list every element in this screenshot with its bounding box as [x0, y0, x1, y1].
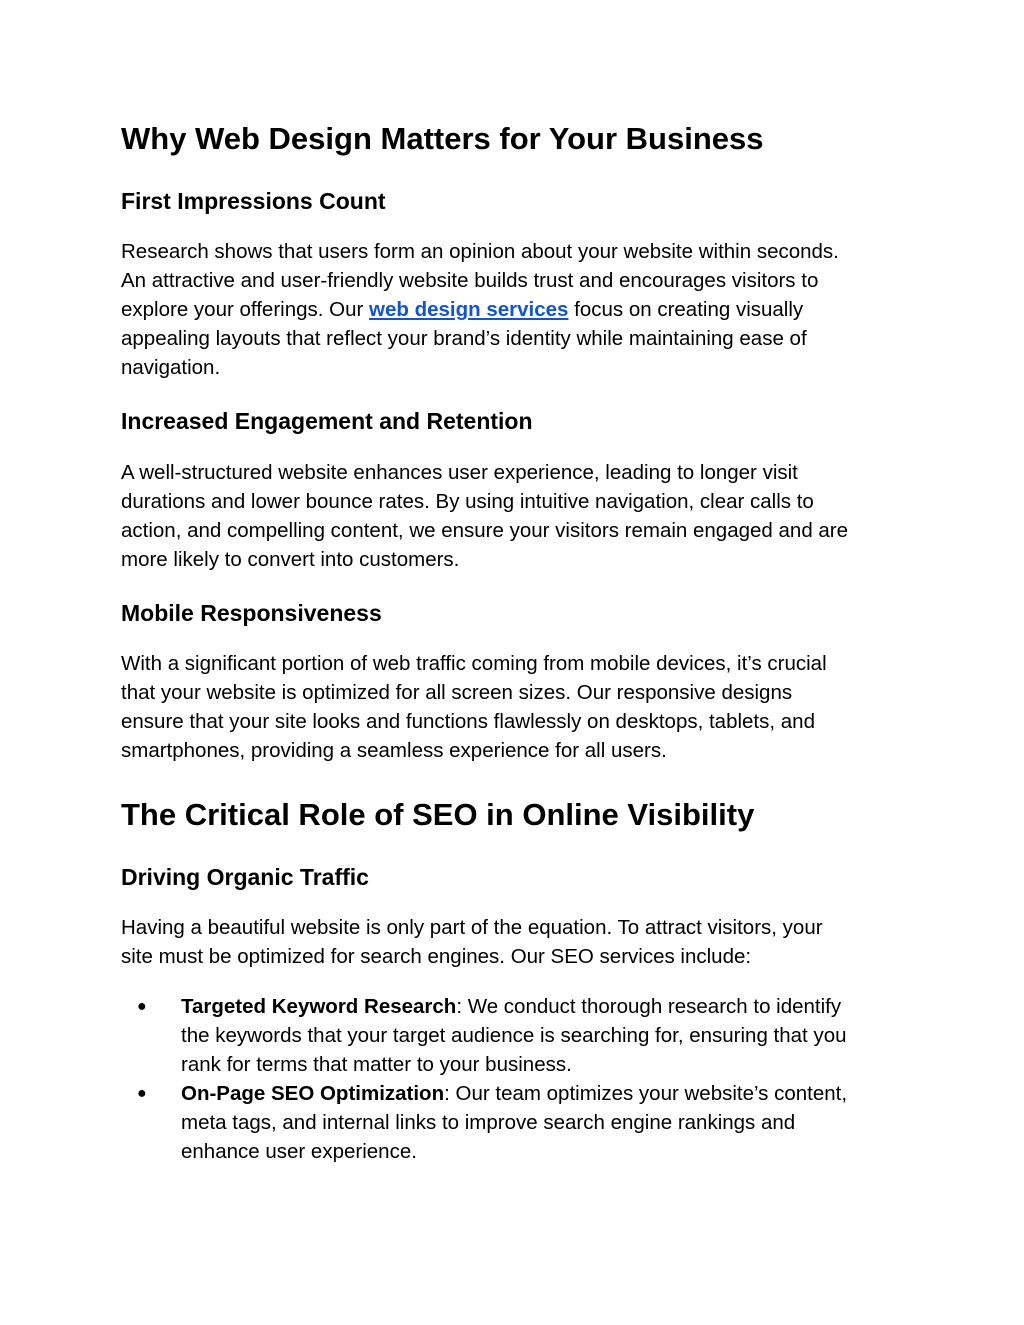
text-line: action, and compelling content, we ensure your visitors remain engaged and are: [121, 519, 849, 542]
text-line: A well-structured website enhances user experience, leading to longer visit: [121, 461, 798, 484]
text-line: durations and lower bounce rates. By using intuitive navigation, clear calls to: [121, 490, 814, 513]
text-line: An attractive and user-friendly website builds trust and encourages visitors to: [121, 269, 819, 292]
text-segment: explore your offerings. Our: [121, 298, 370, 321]
text-line: With a significant portion of web traffic coming from mobile devices, it’s crucial: [121, 652, 827, 675]
heading-mobile-responsiveness: Mobile Responsiveness: [121, 600, 382, 626]
paragraph-first-impressions: [121, 237, 901, 382]
text-line: meta tags, and internal links to improve search engine rankings and: [181, 1111, 796, 1134]
web-design-services-link[interactable]: web design services: [369, 298, 569, 321]
text-line: [181, 992, 901, 1021]
text-segment: : Our team optimizes your website’s content,: [444, 1082, 848, 1105]
seo-services-list: [121, 992, 901, 1166]
bullet-icon: ●: [137, 1085, 147, 1102]
heading-engagement-retention: Increased Engagement and Retention: [121, 408, 533, 434]
text-line: the keywords that your target audience is searching for, ensuring that you: [181, 1024, 847, 1047]
list-item-term: On-Page SEO Optimization: [181, 1082, 445, 1105]
text-line: Having a beautiful website is only part of the equation. To attract visitors, your: [121, 916, 823, 939]
text-segment: : We conduct thorough research to identify: [456, 995, 842, 1018]
paragraph-engagement-retention: [121, 458, 901, 574]
text-line: ensure that your site looks and functions flawlessly on desktops, tablets, and: [121, 710, 815, 733]
text-line: enhance user experience.: [181, 1140, 417, 1163]
list-item: [121, 992, 901, 1079]
text-line: [181, 1079, 901, 1108]
heading-first-impressions: First Impressions Count: [121, 188, 386, 214]
text-line: Research shows that users form an opinion about your website within seconds.: [121, 240, 839, 263]
text-line: [121, 295, 901, 324]
paragraph-mobile-responsiveness: [121, 649, 901, 765]
text-line: rank for terms that matter to your business.: [181, 1053, 572, 1076]
paragraph-driving-organic-traffic: [121, 913, 901, 971]
text-line: site must be optimized for search engines. Our SEO services include:: [121, 945, 752, 968]
text-line: navigation.: [121, 356, 221, 379]
text-line: smartphones, providing a seamless experience for all users.: [121, 739, 667, 762]
text-line: more likely to convert into customers.: [121, 548, 460, 571]
list-item-term: Targeted Keyword Research: [181, 995, 457, 1018]
heading-driving-organic-traffic: Driving Organic Traffic: [121, 864, 369, 890]
list-item: [121, 1079, 901, 1166]
bullet-icon: ●: [137, 998, 147, 1015]
text-segment: focus on creating visually: [568, 298, 804, 321]
section-title-seo: The Critical Role of SEO in Online Visibility: [121, 797, 755, 832]
text-line: that your website is optimized for all screen sizes. Our responsive designs: [121, 681, 793, 704]
text-line: appealing layouts that reflect your brand’s identity while maintaining ease of: [121, 327, 807, 350]
section-title-web-design: Why Web Design Matters for Your Business: [121, 121, 764, 156]
